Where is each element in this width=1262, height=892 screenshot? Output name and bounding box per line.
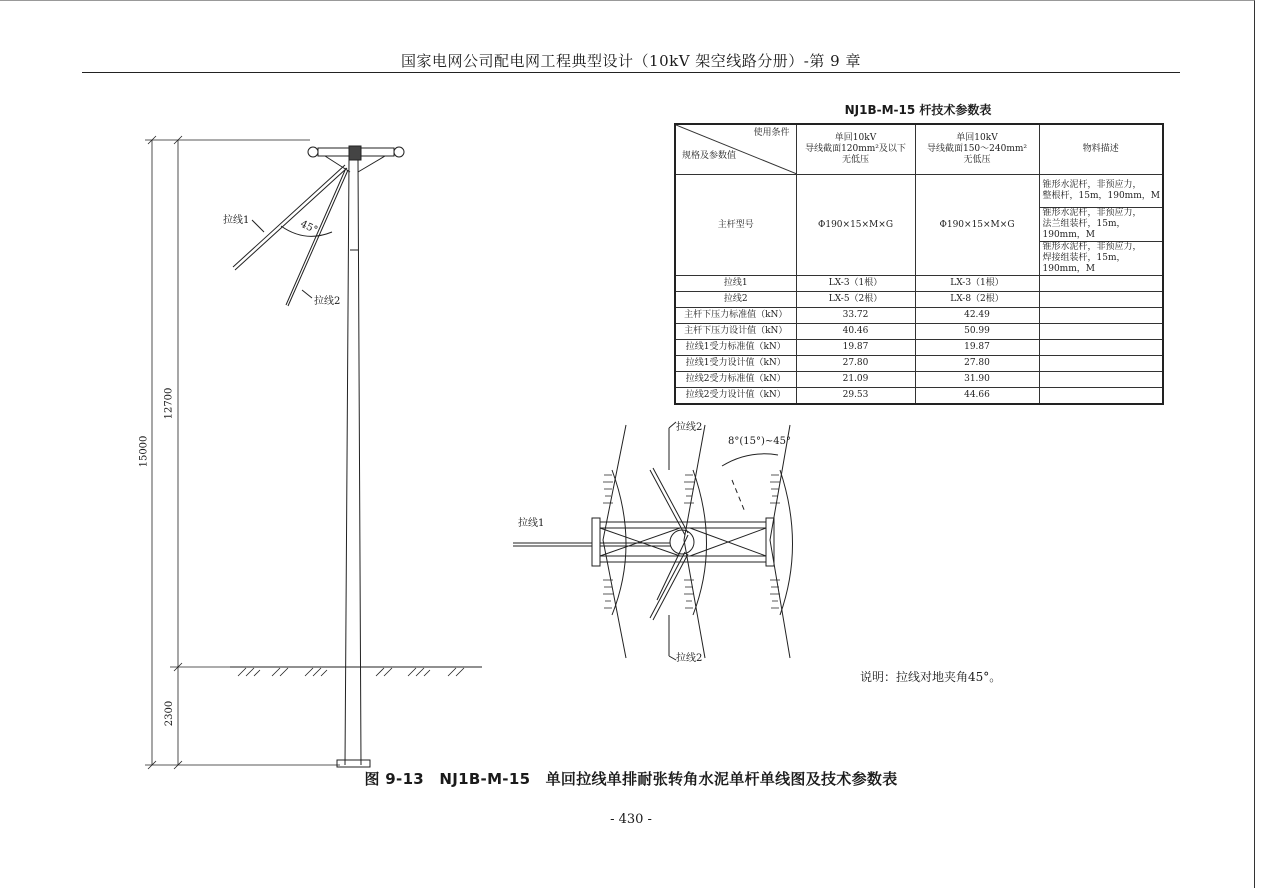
guy-wire-1 (233, 165, 347, 270)
material-desc-1 (1039, 175, 1163, 208)
dimension-total: 15000 (138, 435, 150, 468)
table-row (675, 324, 1163, 340)
main-pole-label: 主杆型号 (675, 175, 796, 276)
header-col1-line2: 导线截面120mm²及以下 (805, 144, 906, 154)
table-row (675, 388, 1163, 404)
row-col1: LX-5（2根） (796, 292, 915, 308)
row-col3 (1039, 340, 1163, 356)
header-col3: 物料描述 (1039, 124, 1163, 175)
plan-pole (670, 530, 694, 554)
row-col1: 33.72 (796, 308, 915, 324)
plan-angle-label: 8°(15°)~45° (728, 436, 791, 447)
plan-view (513, 422, 793, 660)
material-desc-2 (1039, 208, 1163, 242)
row-col3 (1039, 292, 1163, 308)
row-col2: LX-3（1根） (915, 276, 1039, 292)
row-col1: 29.53 (796, 388, 915, 404)
guy-wire-2 (286, 168, 348, 306)
row-col3 (1039, 324, 1163, 340)
material-desc-2-line2: 法兰组装杆，15m，190mm，M (1042, 219, 1126, 240)
row-col3 (1039, 308, 1163, 324)
dimension-above-ground: 12700 (163, 387, 175, 420)
pole-base (337, 760, 370, 767)
page-header-title: 国家电网公司配电网工程典型设计（10kV 架空线路分册）-第 9 章 (401, 52, 861, 70)
figure-caption: 图 9-13 NJ1B-M-15 单回拉线单排耐张转角水泥单杆单线图及技术参数表 (364, 770, 898, 788)
elevation-guy2-label: 拉线2 (314, 296, 341, 307)
header-conditions-label: 使用条件 (753, 128, 790, 138)
parameter-table (674, 123, 1164, 405)
page-number: - 430 - (610, 812, 652, 827)
material-desc-1-line1: 锥形水泥杆，非预应力， (1042, 180, 1142, 190)
main-pole-col1: Φ190×15×M×G (796, 175, 915, 276)
row-col2: 31.90 (915, 372, 1039, 388)
material-desc-3 (1039, 242, 1163, 276)
plan-guy1-label: 拉线1 (518, 518, 545, 529)
row-col3 (1039, 356, 1163, 372)
row-label: 主杆下压力设计值（kN） (675, 324, 796, 340)
plan-conductor-left (603, 425, 626, 658)
main-pole-col2: Φ190×15×M×G (915, 175, 1039, 276)
header-col2 (915, 124, 1039, 175)
drawing-note: 说明：拉线对地夹角45°。 (860, 670, 1002, 684)
header-spec-label: 规格及参数值 (682, 151, 737, 161)
row-label: 拉线2 (675, 292, 796, 308)
row-label: 拉线1受力设计值（kN） (675, 356, 796, 372)
header-col2-line2: 导线截面150～240mm² (926, 144, 1028, 154)
row-col1: 40.46 (796, 324, 915, 340)
header-col1-line1: 单回10kV (834, 133, 877, 143)
row-label: 主杆下压力标准值（kN） (675, 308, 796, 324)
table-row (675, 308, 1163, 324)
dimension-below-ground: 2300 (164, 700, 176, 727)
row-col3 (1039, 388, 1163, 404)
row-col2: 19.87 (915, 340, 1039, 356)
row-col1: LX-3（1根） (796, 276, 915, 292)
material-desc-3-line1: 锥形水泥杆，非预应力， (1042, 242, 1142, 252)
row-col2: 50.99 (915, 324, 1039, 340)
table-row (675, 356, 1163, 372)
row-col2: 42.49 (915, 308, 1039, 324)
plan-guy2-bottom-label: 拉线2 (676, 653, 703, 664)
elevation-guy1-label: 拉线1 (223, 215, 250, 226)
header-col2-line1: 单回10kV (956, 133, 998, 143)
pole-body (345, 160, 361, 765)
row-col1: 21.09 (796, 372, 915, 388)
row-label: 拉线2受力设计值（kN） (675, 388, 796, 404)
row-col1: 27.80 (796, 356, 915, 372)
header-col1 (796, 124, 915, 175)
row-col3 (1039, 276, 1163, 292)
row-col2: 44.66 (915, 388, 1039, 404)
header-col1-line3: 无低压 (841, 155, 869, 165)
table-row (675, 372, 1163, 388)
table-row (675, 340, 1163, 356)
table-row (675, 276, 1163, 292)
row-col2: LX-8（2根） (915, 292, 1039, 308)
row-col1: 19.87 (796, 340, 915, 356)
header-col2-line3: 无低压 (963, 155, 991, 165)
material-desc-2-line1: 锥形水泥杆，非预应力， (1042, 208, 1142, 218)
elevation-angle-label: 45° (298, 218, 320, 237)
main-pole-row-1 (675, 175, 1163, 208)
plan-angle-arc (722, 454, 778, 466)
row-col3 (1039, 372, 1163, 388)
row-col2: 27.80 (915, 356, 1039, 372)
row-label: 拉线1 (675, 276, 796, 292)
table-title: NJ1B-M-15 杆技术参数表 (844, 103, 992, 117)
material-desc-1-line2: 整根杆，15m，190mm，M (1042, 191, 1160, 201)
table-header-row (675, 124, 1163, 175)
row-label: 拉线1受力标准值（kN） (675, 340, 796, 356)
plan-guy2-top-label: 拉线2 (676, 422, 703, 433)
table-row (675, 292, 1163, 308)
material-desc-3-line2: 焊接组装杆，15m，190mm，M (1042, 253, 1126, 274)
row-label: 拉线2受力标准值（kN） (675, 372, 796, 388)
header-diagonal-cell (675, 124, 796, 175)
